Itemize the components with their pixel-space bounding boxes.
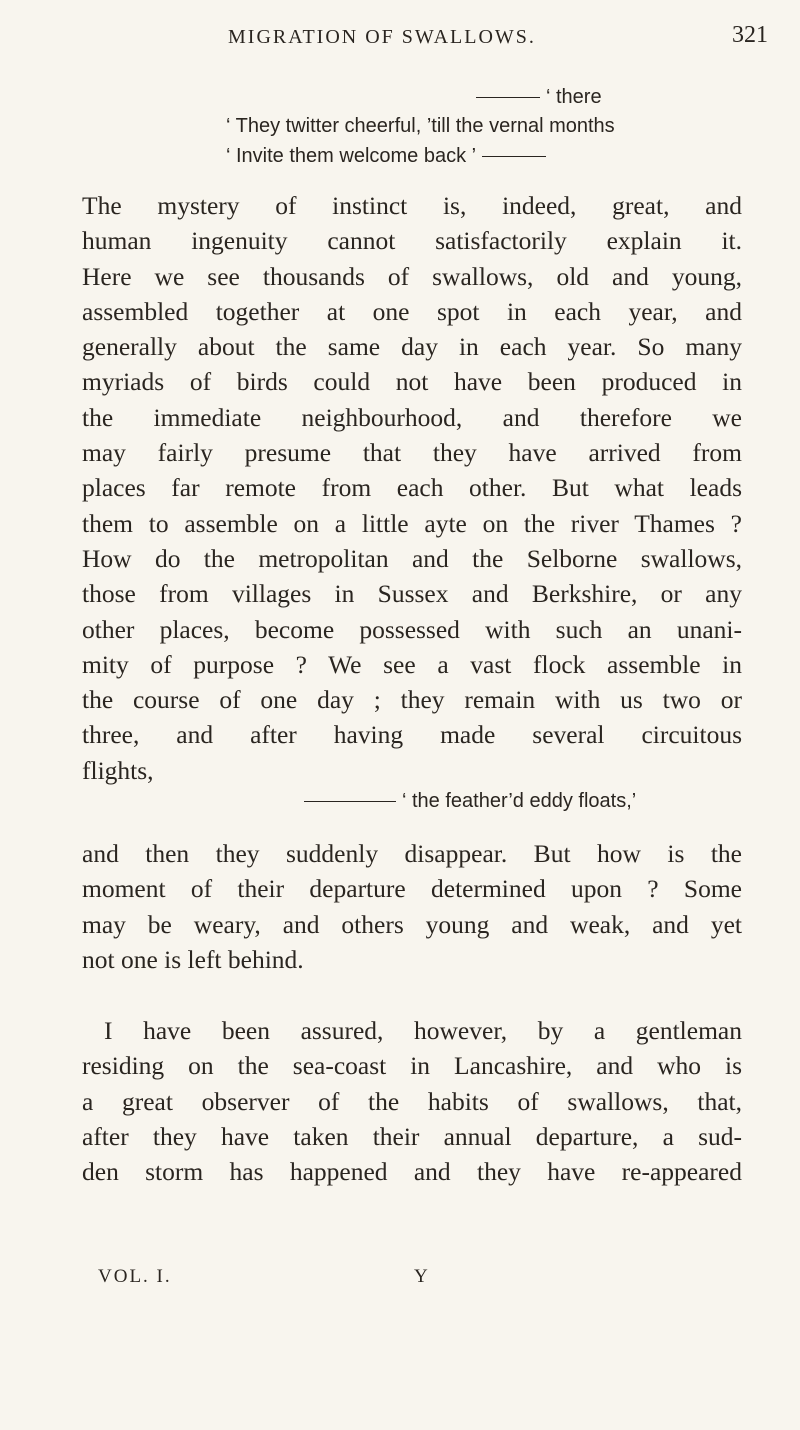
text-line: How do the metropolitan and the Selborne swallows, — [82, 543, 742, 573]
verse-text: ‘ there — [546, 86, 602, 108]
em-dash-rule — [482, 156, 546, 157]
text-line: mity of purpose ? We see a vast flock assemble in — [82, 649, 742, 679]
paragraph — [82, 188, 742, 788]
verse-text: ‘ the feather’d eddy floats,’ — [402, 790, 637, 812]
text-line: not one is left behind. — [82, 944, 304, 974]
volume-label: VOL. I. — [98, 1266, 172, 1287]
text-line: generally about the same day in each year. So many — [82, 332, 742, 362]
text-line: after they have taken their annual departure, a sud- — [82, 1121, 742, 1151]
text-line: places far remote from each other. But what leads — [82, 473, 742, 503]
page-number: 321 — [732, 22, 768, 48]
text-line: residing on the sea-coast in Lancashire, and who is — [82, 1051, 742, 1081]
verse-line: ‘ They twitter cheerful, ’till the vernal months — [226, 115, 615, 137]
text-line: Here we see thousands of swallows, old and young, — [82, 261, 742, 291]
text-line: human ingenuity cannot satisfactorily explain it. — [82, 226, 742, 256]
text-line: den storm has happened and they have re-appeared — [82, 1157, 742, 1187]
text-line: a great observer of the habits of swallows, that, — [82, 1086, 742, 1116]
running-title: MIGRATION OF SWALLOWS. — [228, 26, 536, 48]
text-line: may be weary, and others young and weak, and yet — [82, 909, 742, 939]
text-line: I have been assured, however, by a gentleman — [104, 1016, 742, 1045]
text-line: those from villages in Sussex and Berkshire, or any — [82, 579, 742, 609]
verse-line — [298, 790, 636, 813]
text-line: myriads of birds could not have been produced in — [82, 367, 742, 397]
text-line: assembled together at one spot in each year, and — [82, 296, 742, 326]
verse-line — [226, 145, 552, 168]
signature-mark: Y — [414, 1266, 428, 1287]
text-line: flights, — [82, 755, 154, 785]
paragraph — [82, 1013, 742, 1189]
text-line: the course of one day ; they remain with us two or — [82, 685, 742, 715]
verse-text: ‘ Invite them welcome back ’ — [226, 145, 477, 167]
em-dash-rule — [304, 801, 396, 802]
verse-line — [470, 86, 602, 109]
text-line: The mystery of instinct is, indeed, great, and — [82, 191, 742, 220]
em-dash-rule — [476, 97, 540, 98]
text-line: three, and after having made several circuitous — [82, 720, 742, 750]
text-line: moment of their departure determined upon ? Some — [82, 874, 742, 904]
text-line: other places, become possessed with such an unani- — [82, 614, 742, 644]
text-line: them to assemble on a little ayte on the river Thames ? — [82, 508, 742, 538]
text-line: may fairly presume that they have arrived from — [82, 438, 742, 468]
text-line: the immediate neighbourhood, and therefore we — [82, 402, 742, 432]
text-line: and then they suddenly disappear. But how is the — [82, 839, 742, 868]
paragraph — [82, 836, 742, 977]
